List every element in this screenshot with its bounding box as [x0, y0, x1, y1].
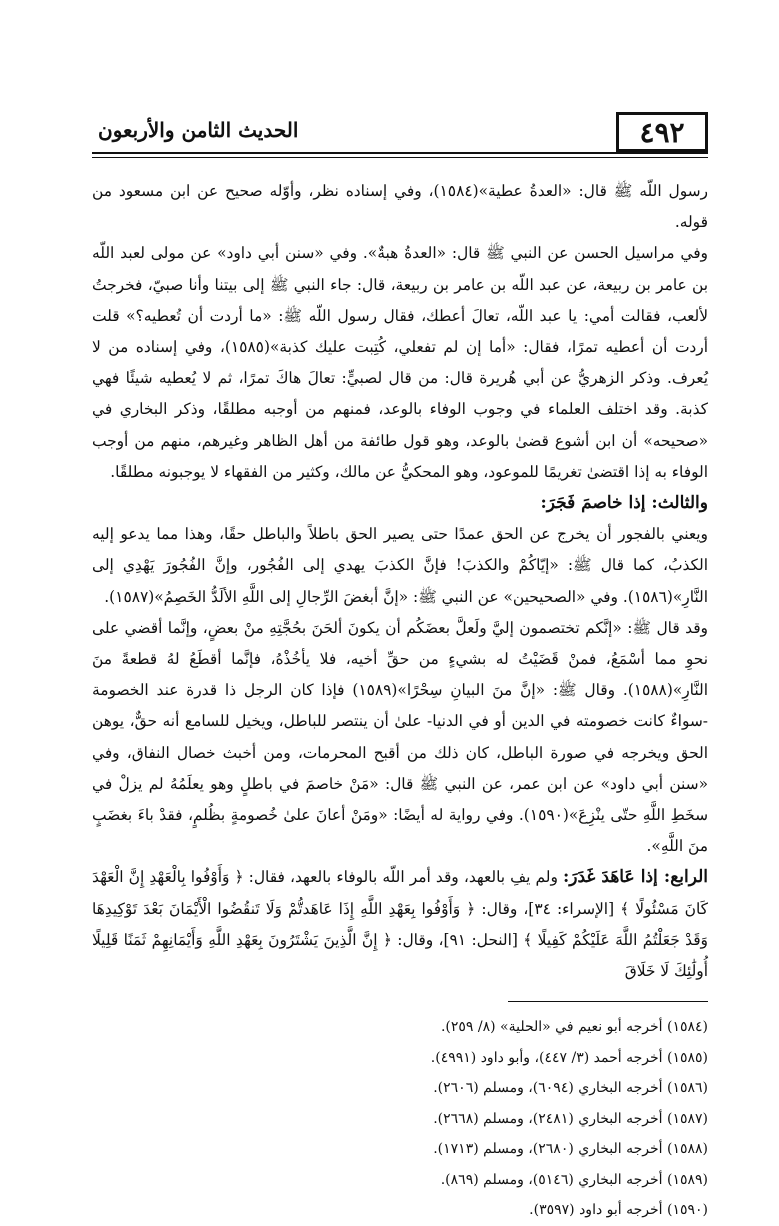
footnote: (١٥٨٤) أخرجه أبو نعيم في «الحلية» (٨/ ٢٥٩).: [440, 1019, 708, 1036]
footnote: (١٥٨٧) أخرجه البخاري (٢٤٨١)، ومسلم (٢٦٦٨).: [433, 1110, 708, 1127]
page-number: ٤٩٢: [616, 112, 708, 152]
paragraph: ويعني بالفجور أن يخرج عن الحق عمدًا حتى يصير الحق باطلاً والباطل حقًا، وهذا مما يدعو إليه الكذبُ، كما قال ﷺ: «إيّاكُمْ والكذبَ! فإنَّ الكذبَ يهدي إلى الفُجُور، وإنَّ الفُجُورَ يَهْدِي إلى النَّارِ»(١٥٨٦). وفي «الصحيحين» عن النبي ﷺ: «إنَّ أبغضَ الرِّجالِ إلى اللَّهِ الألَدُّ الخَصِمُ»(١٥٨٧).: [92, 525, 708, 606]
section-fourth-text: ولم يفِ بالعهد، وقد أمر اللّه بالوفاء بالعهد، فقال: ﴿ وَأَوْفُوا بِالْعَهْدِ إِنَّ الْعَهْدَ كَانَ مَسْئُولًا ﴾ [الإسراء: ٣٤]، وقال: ﴿ وَأَوْفُوا بِعَهْدِ اللَّهِ إِذَا عَاهَدتُّمْ وَلَا تَنقُضُوا الْأَيْمَانَ بَعْدَ تَوْكِيدِهَا وَقَدْ جَعَلْتُمُ اللَّهَ عَلَيْكُمْ كَفِيلًا ﴾ [النحل: ٩١]، وقال: ﴿ إِنَّ الَّذِينَ يَشْتَرُونَ بِعَهْدِ اللَّهِ وَأَيْمَانِهِمْ ثَمَنًا قَلِيلًا أُولَٰئِكَ لَا خَلَاقَ: [92, 868, 709, 981]
section-heading-fourth: الرابع: إذا عَاهَدَ غَدَرَ:: [562, 867, 708, 888]
footnote: (١٥٨٥) أخرجه أحمد (٣/ ٤٤٧)، وأبو داود (٤٩٩١).: [430, 1049, 708, 1066]
paragraph: وقد قال ﷺ: «إنَّكم تختصمون إليَّ ولَعلَّ بعضَكُم أن يكونَ ألحَنَ بحُجَّتِهِ منْ بعضٍ، وإنَّما أقضي على نحوِ مما أسْمَعُ، فمنْ قَضَيْتُ له بشيءٍ من حقِّ أخيه، فلا يأخُذْهُ، فإنَّما أقطَعُ لهُ قطعةً منَ النَّارِ»(١٥٨٨). وقال ﷺ: «إنَّ منَ البيانِ سِحْرًا»(١٥٨٩) فإذا كان الرجل ذا قدرة عند الخصومة -سواءٌ كانت خصومته في الدين أو في الدنيا- علىٰ أن ينتصر للباطل، ويخيل للسامع أنه حقٌّ، يوهن الحق ويخرجه في صورة الباطل، كان ذلك من أقبح المحرمات، ومن أخبث خصال النفاق، وفي «سنن أبي داود» عن ابن عمر، عن النبي ﷺ قال: «مَنْ خاصمَ في باطلٍ وهو يعلَمُهُ لم يزلْ في سخَطِ اللَّهِ حتّى ينْزِعَ»(١٥٩٠). وفي رواية له أيضًا: «ومَنْ أعانَ علىٰ خُصومةٍ بظُلمٍ، فقدْ باءَ بغضَبٍ منَ اللَّهِ».: [92, 618, 708, 856]
footnote: (١٥٨٩) أخرجه البخاري (٥١٤٦)، ومسلم (٨٦٩).: [440, 1171, 708, 1188]
footnote: (١٥٨٦) أخرجه البخاري (٦٠٩٤)، ومسلم (٢٦٠٦).: [433, 1080, 708, 1097]
main-text: [92, 176, 708, 987]
header-rule: [92, 157, 708, 158]
running-title: الحديث الثامن والأربعون: [98, 118, 299, 142]
footnote: (١٥٨٨) أخرجه البخاري (٢٦٨٠)، ومسلم (١٧١٣).: [433, 1141, 708, 1158]
book-page: [92, 112, 708, 1226]
page-header: [92, 112, 708, 154]
section-heading-third: والثالث: إذا خاصمَ فَجَرَ:: [540, 493, 708, 514]
footnote-divider: [508, 1001, 708, 1002]
paragraph-fourth: [92, 862, 708, 987]
footnote: (١٥٩٠) أخرجه أبو داود (٣٥٩٧).: [529, 1202, 708, 1219]
footnotes: [92, 1012, 708, 1226]
paragraph: وفي مراسيل الحسن عن النبي ﷺ قال: «العدةُ هبةٌ». وفي «سنن أبي داود» عن مولى لعبد اللّه بن عامر بن ربيعة، عن عبد اللّه بن عامر بن ربيعة، قال: جاء النبي ﷺ إلى بيتنا وأنا صبيّ، فخرجتُ لألعب، فقالت أمي: يا عبد اللّه، تعالَ أعطك، فقال رسول اللّه ﷺ: «ما أردت أن تُعطيه؟» قلت أردت أن أعطيه تمرًا، فقال: «أما إن لم تفعلي، كُتِبت عليك كذبة»(١٥٨٥)، وفي إسناده من لا يُعرف. وذكر الزهريُّ عن أبي هُريرة قال: من قال لصبيٍّ: تعالَ هاكَ تمرًا، ثم لا يُعطيه شيئًا فهي كذبة. وقد اختلف العلماء في وجوب الوفاء بالوعد، فمنهم من أوجبه مطلقًا، وذكر البخاري في «صحيحه» أن ابن أشوع قضىٰ بالوعد، وهو قول طائفة من أهل الظاهر وغيرهم، منهم من أوجب الوفاء به إذا اقتضىٰ تغريمًا للموعود، وهو المحكيُّ عن مالك، وكثير من الفقهاء لا يوجبونه مطلقًا.: [92, 244, 708, 481]
paragraph: رسول اللّه ﷺ قال: «العدةُ عطية»(١٥٨٤)، وفي إسناده نظر، وأوّله صحيح عن ابن مسعود من قوله.: [92, 182, 708, 232]
